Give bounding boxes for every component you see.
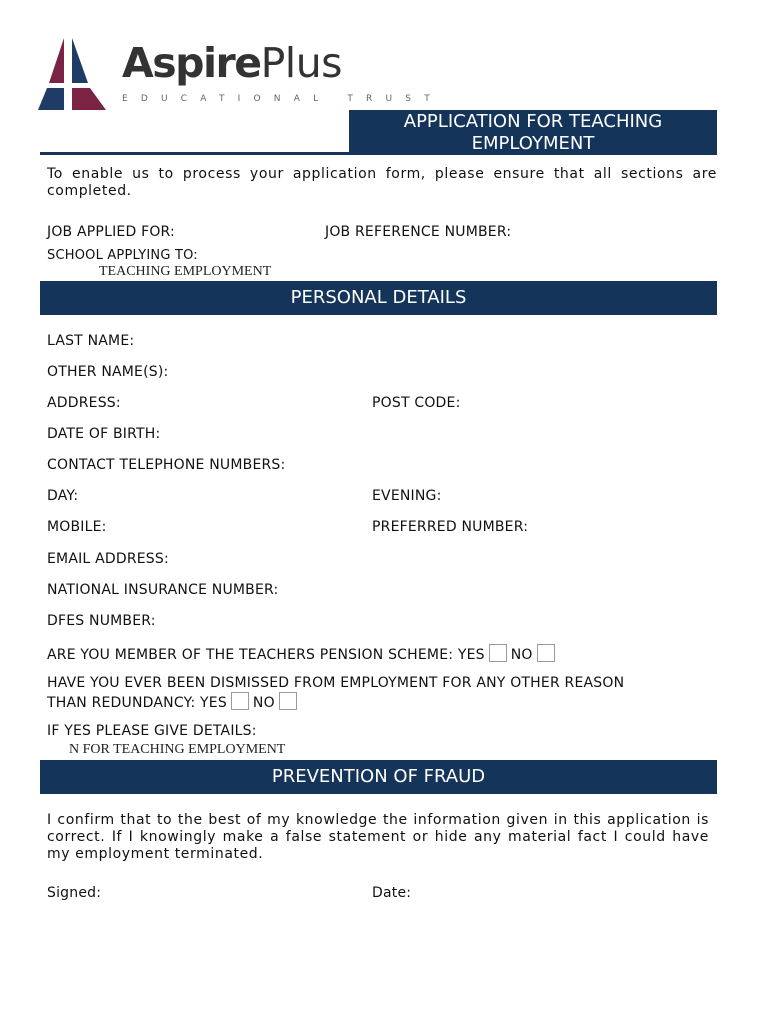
form-title-line1: APPLICATION FOR TEACHING [403,111,663,132]
dfes-number-label: DFES NUMBER: [47,613,156,629]
pension-question-text: ARE YOU MEMBER OF THE TEACHERS PENSION SCHEME: YES [47,647,485,663]
job-reference-label: JOB REFERENCE NUMBER: [325,224,512,240]
logo-subtitle: EDUCATIONAL TRUST [122,94,443,104]
other-names-label: OTHER NAME(S): [47,364,169,380]
prevention-of-fraud-bar [40,760,717,794]
dismissed-yes-checkbox[interactable] [231,692,249,710]
fraud-statement: I confirm that to the best of my knowledge the information given in this application is correct. If I knowingly make a false statement or hide any material fact I could have my employment terminated. [47,812,709,862]
pension-no-label: NO [510,647,533,663]
logo-word-aspire: Aspire [122,39,261,87]
dismissed-question-line1: HAVE YOU EVER BEEN DISMISSED FROM EMPLOYMENT FOR ANY OTHER REASON [47,675,625,691]
watermark-text: TEACHING EMPLOYMENT [99,264,272,279]
date-label: Date: [372,885,412,901]
logo-mark-icon [36,36,108,112]
address-label: ADDRESS: [47,395,121,411]
school-label: SCHOOL APPLYING TO: [47,248,198,263]
form-title-line2: EMPLOYMENT [471,133,595,154]
dismissed-question-text: THAN REDUNDANCY: YES [47,695,227,711]
preferred-number-label: PREFERRED NUMBER: [372,519,529,535]
ni-number-label: NATIONAL INSURANCE NUMBER: [47,582,279,598]
personal-details-bar [40,281,717,315]
prevention-of-fraud-heading: PREVENTION OF FRAUD [271,766,486,787]
signed-label: Signed: [47,885,102,901]
logo-word-plus: Plus [260,39,343,87]
day-label: DAY: [47,488,79,504]
form-title-bar [349,110,717,155]
personal-details-heading: PERSONAL DETAILS [290,287,467,308]
watermark-text-2: N FOR TEACHING EMPLOYMENT [69,742,286,757]
pension-no-checkbox[interactable] [537,644,555,662]
evening-label: EVENING: [372,488,442,504]
dismissed-question-line2 [47,692,301,712]
dismissed-no-checkbox[interactable] [279,692,297,710]
pension-yes-checkbox[interactable] [489,644,507,662]
email-label: EMAIL ADDRESS: [47,551,169,567]
logo [36,36,443,112]
job-applied-label: JOB APPLIED FOR: [47,224,175,240]
last-name-label: LAST NAME: [47,333,135,349]
contact-numbers-label: CONTACT TELEPHONE NUMBERS: [47,457,286,473]
mobile-label: MOBILE: [47,519,107,535]
intro-text: To enable us to process your application form, please ensure that all sections are completed. [47,166,717,199]
dob-label: DATE OF BIRTH: [47,426,161,442]
dismissed-no-label: NO [252,695,275,711]
pension-question [47,644,559,664]
details-label: IF YES PLEASE GIVE DETAILS: [47,723,257,739]
post-code-label: POST CODE: [372,395,461,411]
